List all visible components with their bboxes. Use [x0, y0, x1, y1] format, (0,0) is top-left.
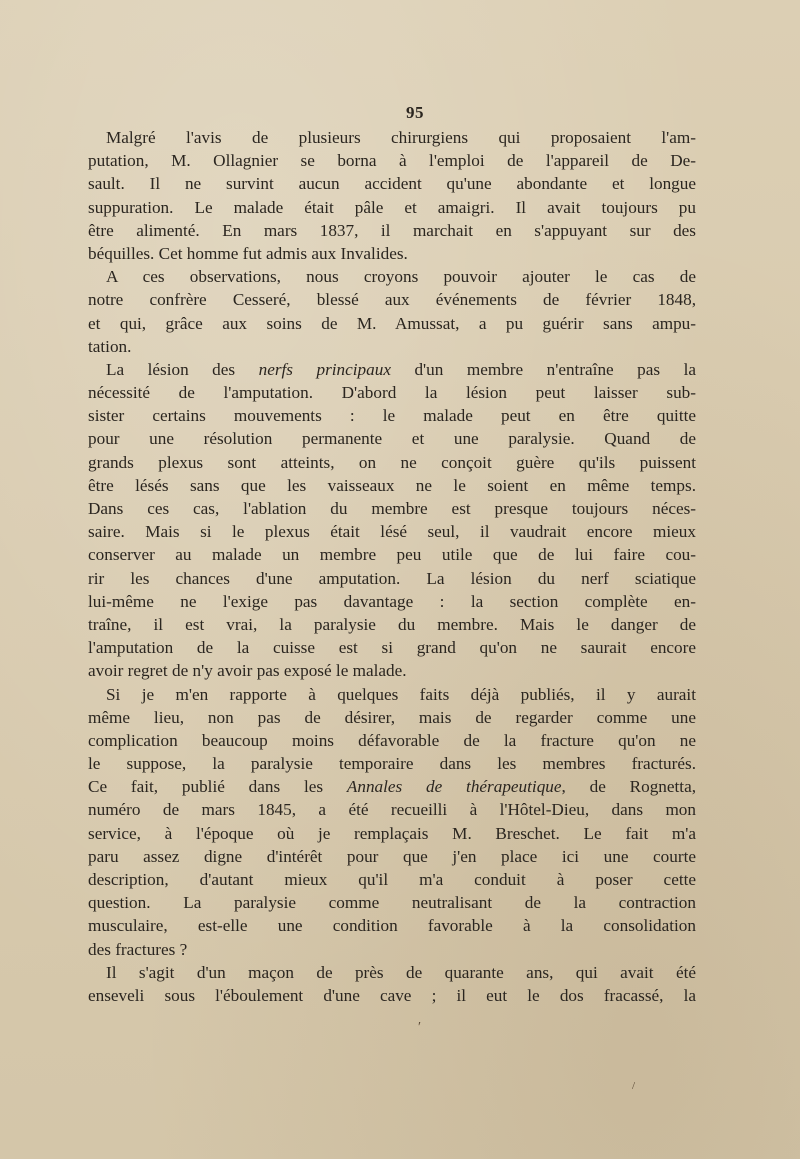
text-line: tation. — [88, 336, 132, 356]
text-line: service, à l'époque où je remplaçais M. Breschet. Le fait m'a — [88, 823, 696, 843]
text-line: Dans ces cas, l'ablation du membre est presque toujours néces- — [88, 499, 696, 518]
text-line: l'amputation de la cuisse est si grand qu'on ne saurait encore — [88, 638, 696, 658]
text-line: sault. Il ne survint aucun accident qu'une abondante et longue — [88, 174, 696, 194]
text-line: enseveli sous l'éboulement d'une cave ; il eut le dos fracassé, la — [88, 985, 696, 1005]
text-line: pour une résolution permanente et une paralysie. Quand de — [88, 429, 696, 449]
text-segment: La lésion des — [106, 359, 259, 379]
text-line: lui-même ne l'exige pas davantage : la section complète en- — [88, 591, 696, 611]
text-line: A ces observations, nous croyons pouvoir ajouter le cas de — [106, 267, 696, 287]
text-line: être alimenté. En mars 1837, il marchait en s'appuyant sur des — [88, 220, 696, 240]
italic-phrase: Annales de thérapeutique — [346, 777, 562, 797]
text-line: Malgré l'avis de plusieurs chirurgiens qui proposaient l'am- — [106, 128, 696, 147]
text-line: Il s'agit d'un maçon de près de quarante ans, qui avait été — [106, 962, 696, 982]
text-line: musculaire, est-elle une condition favorable à la consolidation — [88, 916, 696, 936]
text-line: être lésés sans que les vaisseaux ne le soient en même temps. — [88, 475, 696, 495]
page-number: 95 — [406, 103, 424, 122]
text-line: Si je m'en rapporte à quelques faits déjà publiés, il y aurait — [106, 684, 696, 704]
text-line: suppuration. Le malade était pâle et amaigri. Il avait toujours pu — [88, 197, 696, 217]
text-line — [88, 360, 696, 383]
text-segment: , de Rognetta, — [561, 777, 696, 797]
text-line: notre confrère Cesseré, blessé aux événements de février 1848, — [88, 290, 696, 310]
text-line: description, d'autant mieux qu'il m'a conduit à poser cette — [88, 870, 696, 889]
text-line: rir les chances d'une amputation. La lésion du nerf sciatique — [88, 568, 696, 588]
text-line: sister certains mouvements : le malade peut en être quitte — [88, 406, 696, 426]
ink-speck: / — [632, 1080, 636, 1092]
text-segment: Ce fait, publié dans les — [88, 777, 347, 797]
text-line: nécessité de l'amputation. D'abord la lésion peut laisser sub- — [88, 383, 696, 403]
text-line: numéro de mars 1845, a été recueilli à l'Hôtel-Dieu, dans mon — [88, 800, 696, 820]
text-line: avoir regret de n'y avoir pas exposé le malade. — [88, 661, 407, 681]
text-line: question. La paralysie comme neutralisant de la contraction — [88, 893, 696, 913]
text-segment: d'un membre n'entraîne pas la — [390, 359, 696, 379]
text-line: le suppose, la paralysie temporaire dans les membres fracturés. — [88, 754, 696, 774]
ink-speck: ′ — [418, 1020, 422, 1035]
text-line: traîne, il est vrai, la paralysie du membre. Mais le danger de — [88, 614, 696, 634]
text-line: et qui, grâce aux soins de M. Amussat, a pu guérir sans ampu- — [88, 313, 696, 333]
text-line: grands plexus sont atteints, on ne conçoit guère qu'ils puissent — [88, 452, 696, 472]
italic-phrase: nerfs principaux — [258, 359, 391, 379]
text-line: béquilles. Cet homme fut admis aux Invalides. — [88, 243, 408, 263]
text-line: même lieu, non pas de désirer, mais de regarder comme une — [88, 707, 696, 727]
text-line — [88, 777, 696, 800]
text-line: paru assez digne d'intérêt pour que j'en place ici une courte — [88, 846, 696, 866]
text-line: des fractures ? — [88, 939, 188, 959]
body-text — [88, 128, 696, 1009]
text-line: complication beaucoup moins défavorable de la fracture qu'on ne — [88, 730, 696, 750]
text-line: saire. Mais si le plexus était lésé seul, il vaudrait encore mieux — [88, 522, 696, 542]
text-line: conserver au malade un membre peu utile que de lui faire cou- — [88, 545, 696, 565]
text-line: putation, M. Ollagnier se borna à l'emploi de l'appareil de De- — [88, 151, 696, 171]
